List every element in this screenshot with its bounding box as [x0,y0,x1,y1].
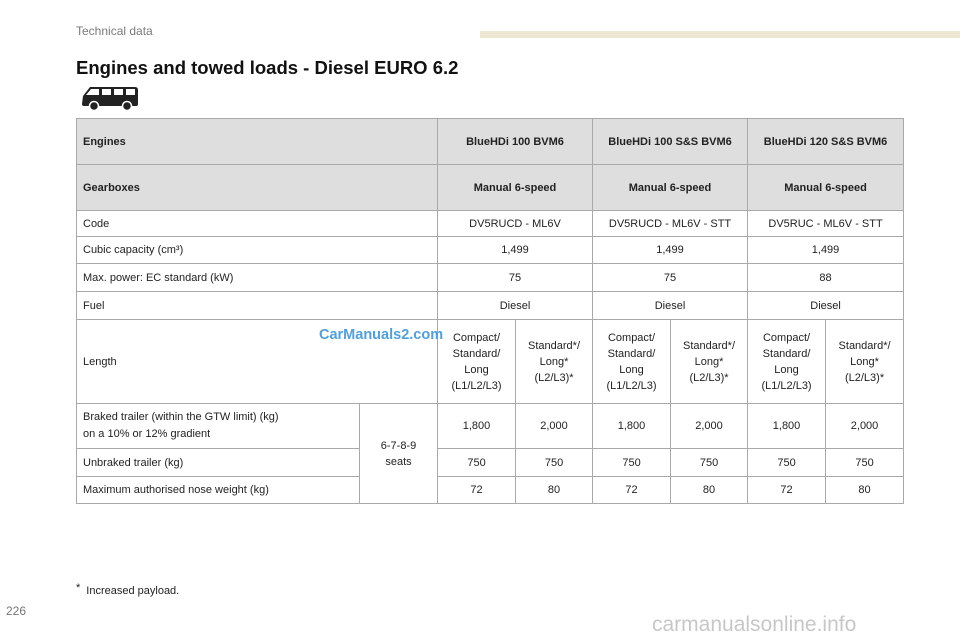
length-line: Long* [539,355,569,368]
engines-row [77,119,904,165]
length-line: (L2/L3)* [534,371,574,384]
power-row [77,264,904,292]
length-line: Compact/ [762,331,811,344]
braked-label-line: on a 10% or 12% gradient [83,428,211,440]
gearbox-1: Manual 6-speed [438,165,593,211]
page-number: 226 [6,604,27,618]
braked-label-line: Braked trailer (within the GTW limit) (kg) [83,411,279,423]
length-2a [593,320,671,404]
length-line: Long* [850,355,879,368]
braked-label [77,404,360,449]
seats-cell [360,404,438,504]
code-3: DV5RUC - ML6V - STT [748,211,904,237]
watermark: CarManuals2.com [319,327,444,343]
braked-3: 1,800 [593,404,671,449]
unbraked-1: 750 [438,449,516,477]
nose-3: 72 [593,477,671,504]
code-1: DV5RUCD - ML6V [438,211,593,237]
power-label: Max. power: EC standard (kW) [77,264,438,292]
unbraked-6: 750 [826,449,904,477]
length-line: Compact/ [607,331,656,344]
gearboxes-row [77,165,904,211]
code-label: Code [77,211,438,237]
unbraked-label: Unbraked trailer (kg) [77,449,360,477]
nose-5: 72 [748,477,826,504]
section-label: Technical data [76,24,153,38]
footnote [76,582,180,597]
braked-6: 2,000 [826,404,904,449]
seats-line: seats [385,455,412,468]
nose-1: 72 [438,477,516,504]
unbraked-3: 750 [593,449,671,477]
cubic-label: Cubic capacity (cm³) [77,237,438,264]
length-line: Standard*/ [528,339,580,352]
length-line: Standard/ [607,347,656,360]
unbraked-4: 750 [671,449,748,477]
fuel-1: Diesel [438,292,593,320]
nose-row [77,477,904,504]
cubic-3: 1,499 [748,237,904,264]
braked-4: 2,000 [671,404,748,449]
power-1: 75 [438,264,593,292]
engines-table [76,118,904,504]
cubic-2: 1,499 [593,237,748,264]
cubic-row [77,237,904,264]
code-2: DV5RUCD - ML6V - STT [593,211,748,237]
length-1a [438,320,516,404]
code-row [77,211,904,237]
length-line: Long [774,363,799,376]
header-bar [480,31,960,38]
footnote-mark: * [76,582,81,594]
nose-6: 80 [826,477,904,504]
braked-1: 1,800 [438,404,516,449]
engine-3: BlueHDi 120 S&S BVM6 [748,119,904,165]
nose-label: Maximum authorised nose weight (kg) [77,477,360,504]
gearbox-2: Manual 6-speed [593,165,748,211]
length-line: Long [464,363,489,376]
length-line: (L1/L2/L3) [761,379,812,392]
length-line: Standard*/ [683,339,736,352]
length-3a [748,320,826,404]
fuel-2: Diesel [593,292,748,320]
seats-line: 6-7-8-9 [380,439,417,452]
footnote-text: Increased payload. [86,585,180,597]
length-line: Compact/ [452,331,501,344]
fuel-label: Fuel [77,292,438,320]
unbraked-2: 750 [516,449,593,477]
length-line: Standard/ [452,347,501,360]
engine-1: BlueHDi 100 BVM6 [438,119,593,165]
length-line: (L1/L2/L3) [451,379,502,392]
length-line: Long [619,363,644,376]
length-label: Length [77,320,438,404]
fuel-row [77,292,904,320]
engines-label: Engines [77,119,438,165]
length-line: Standard/ [762,347,811,360]
length-2b [671,320,748,404]
braked-5: 1,800 [748,404,826,449]
power-2: 75 [593,264,748,292]
length-1b [516,320,593,404]
power-3: 88 [748,264,904,292]
length-line: (L2/L3)* [844,371,885,384]
cubic-1: 1,499 [438,237,593,264]
nose-4: 80 [671,477,748,504]
length-3b [826,320,904,404]
page-title: Engines and towed loads - Diesel EURO 6.2 [76,57,459,78]
length-line: Standard*/ [838,339,891,352]
braked-row [77,404,904,449]
gearbox-3: Manual 6-speed [748,165,904,211]
length-row [77,320,904,404]
van-icon [80,84,140,112]
fuel-3: Diesel [748,292,904,320]
braked-2: 2,000 [516,404,593,449]
engine-2: BlueHDi 100 S&S BVM6 [593,119,748,165]
gearboxes-label: Gearboxes [77,165,438,211]
length-line: (L2/L3)* [689,371,729,384]
length-line: Long* [694,355,724,368]
unbraked-5: 750 [748,449,826,477]
footer-watermark: carmanualsonline.info [652,613,857,636]
length-line: (L1/L2/L3) [606,379,657,392]
unbraked-row [77,449,904,477]
nose-2: 80 [516,477,593,504]
